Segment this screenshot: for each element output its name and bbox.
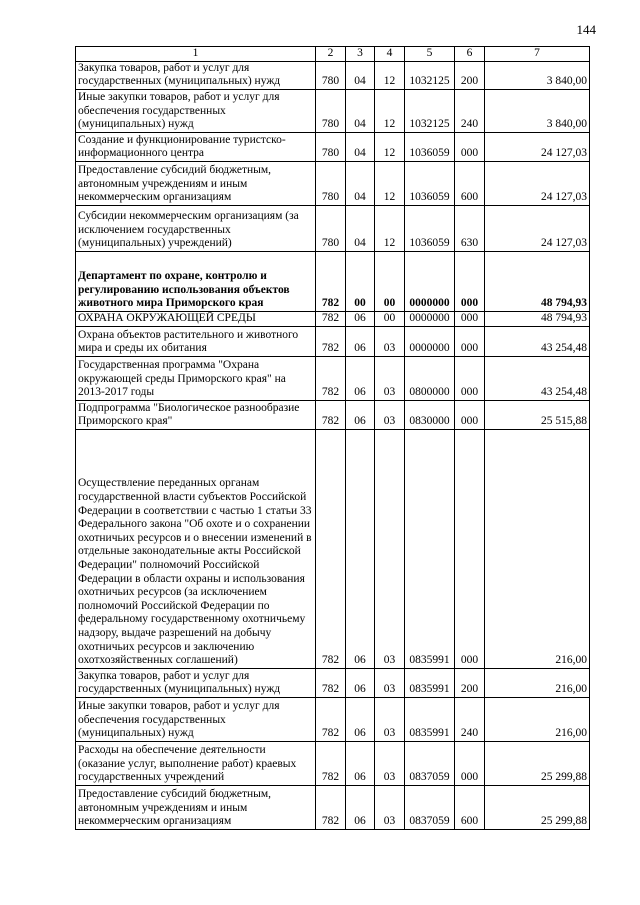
row-section-cell: 04 xyxy=(346,89,375,132)
row-name-cell: Закупка товаров, работ и услуг для государственных (муниципальных) нужд xyxy=(76,668,316,697)
row-section-cell: 06 xyxy=(346,429,375,668)
row-section-cell: 06 xyxy=(346,741,375,785)
row-name-cell: Создание и функционирование туристско-информационного центра xyxy=(76,132,316,161)
table-row xyxy=(76,251,590,311)
row-target-cell: 1032125 xyxy=(405,89,455,132)
row-amount-cell: 25 515,88 xyxy=(485,400,590,429)
table-row xyxy=(76,356,590,400)
row-code-cell: 782 xyxy=(316,429,346,668)
column-header: 2 xyxy=(316,47,346,62)
row-code-cell: 782 xyxy=(316,785,346,829)
row-type-cell: 000 xyxy=(455,326,485,356)
row-type-cell: 000 xyxy=(455,741,485,785)
row-code-cell: 782 xyxy=(316,668,346,697)
column-header: 5 xyxy=(405,47,455,62)
row-name-cell: Иные закупки товаров, работ и услуг для обеспечения государственных (муниципальных) нужд xyxy=(76,89,316,132)
row-name-cell: Подпрограмма "Биологическое разнообразие Приморского края" xyxy=(76,400,316,429)
row-name-cell: Охрана объектов растительного и животного мира и среды их обитания xyxy=(76,326,316,356)
row-target-cell: 0837059 xyxy=(405,741,455,785)
table-row xyxy=(76,161,590,205)
row-target-cell: 0000000 xyxy=(405,251,455,311)
table-row xyxy=(76,785,590,829)
row-amount-cell: 25 299,88 xyxy=(485,785,590,829)
row-target-cell: 0000000 xyxy=(405,311,455,326)
row-code-cell: 782 xyxy=(316,697,346,741)
row-type-cell: 630 xyxy=(455,205,485,251)
row-type-cell: 000 xyxy=(455,400,485,429)
row-name-cell: Расходы на обеспечение деятельности (оказание услуг, выполнение работ) краевых государственных учреждений xyxy=(76,741,316,785)
row-name-cell: Государственная программа "Охрана окружающей среды Приморского края" на 2013-2017 годы xyxy=(76,356,316,400)
row-name-cell: Субсидии некоммерческим организациям (за исключением государственных (муниципальных) учреждений) xyxy=(76,205,316,251)
table-row xyxy=(76,311,590,326)
row-name-cell: Осуществление переданных органам государственной власти субъектов Российской Федерации в соответствии с частью 1 статьи 33 Федерального закона "Об охоте и о сохранении охотничьих ресурсов и о внесении изменений в отдельные законодательные акты Российской Федерации" полномочий Российской Федерации в области охраны и использования охотничьих ресурсов (за исключением полномочий Российской Федерации по федеральному государственному охотничьему надзору, выдаче разрешений на добычу охотничьих ресурсов и заключению охотхозяйственных соглашений) xyxy=(76,429,316,668)
row-type-cell: 600 xyxy=(455,161,485,205)
row-target-cell: 0835991 xyxy=(405,429,455,668)
table-row xyxy=(76,326,590,356)
row-section-cell: 00 xyxy=(346,251,375,311)
row-subsection-cell: 03 xyxy=(375,326,405,356)
row-type-cell: 000 xyxy=(455,429,485,668)
header-row xyxy=(76,47,590,62)
row-code-cell: 782 xyxy=(316,741,346,785)
row-subsection-cell: 03 xyxy=(375,668,405,697)
row-section-cell: 04 xyxy=(346,132,375,161)
row-section-cell: 04 xyxy=(346,161,375,205)
row-name-cell: Предоставление субсидий бюджетным, автономным учреждениям и иным некоммерческим организациям xyxy=(76,785,316,829)
row-target-cell: 1036059 xyxy=(405,161,455,205)
row-amount-cell: 24 127,03 xyxy=(485,161,590,205)
row-subsection-cell: 12 xyxy=(375,132,405,161)
row-target-cell: 1036059 xyxy=(405,205,455,251)
row-section-cell: 06 xyxy=(346,785,375,829)
table-row xyxy=(76,429,590,668)
row-subsection-cell: 03 xyxy=(375,697,405,741)
row-amount-cell: 216,00 xyxy=(485,668,590,697)
row-subsection-cell: 00 xyxy=(375,251,405,311)
row-amount-cell: 3 840,00 xyxy=(485,89,590,132)
row-subsection-cell: 03 xyxy=(375,356,405,400)
row-amount-cell: 43 254,48 xyxy=(485,356,590,400)
column-header: 1 xyxy=(76,47,316,62)
row-amount-cell: 24 127,03 xyxy=(485,132,590,161)
row-name-cell: Закупка товаров, работ и услуг для государственных (муниципальных) нужд xyxy=(76,61,316,89)
table-row xyxy=(76,697,590,741)
row-type-cell: 200 xyxy=(455,61,485,89)
row-code-cell: 782 xyxy=(316,326,346,356)
row-subsection-cell: 03 xyxy=(375,400,405,429)
table-row xyxy=(76,89,590,132)
row-subsection-cell: 03 xyxy=(375,741,405,785)
page-number: 144 xyxy=(576,22,596,37)
row-section-cell: 06 xyxy=(346,311,375,326)
table-row xyxy=(76,205,590,251)
row-target-cell: 1036059 xyxy=(405,132,455,161)
row-section-cell: 06 xyxy=(346,400,375,429)
row-amount-cell: 48 794,93 xyxy=(485,311,590,326)
row-type-cell: 000 xyxy=(455,311,485,326)
row-code-cell: 782 xyxy=(316,311,346,326)
row-target-cell: 0000000 xyxy=(405,326,455,356)
row-code-cell: 782 xyxy=(316,356,346,400)
table-row xyxy=(76,132,590,161)
table-row xyxy=(76,668,590,697)
row-subsection-cell: 12 xyxy=(375,205,405,251)
table-row xyxy=(76,61,590,89)
row-target-cell: 0835991 xyxy=(405,697,455,741)
row-amount-cell: 48 794,93 xyxy=(485,251,590,311)
row-subsection-cell: 00 xyxy=(375,311,405,326)
row-target-cell: 0835991 xyxy=(405,668,455,697)
row-code-cell: 780 xyxy=(316,132,346,161)
row-code-cell: 780 xyxy=(316,89,346,132)
row-subsection-cell: 12 xyxy=(375,61,405,89)
row-type-cell: 240 xyxy=(455,697,485,741)
row-code-cell: 780 xyxy=(316,205,346,251)
row-type-cell: 600 xyxy=(455,785,485,829)
row-type-cell: 200 xyxy=(455,668,485,697)
row-amount-cell: 25 299,88 xyxy=(485,741,590,785)
column-header: 7 xyxy=(485,47,590,62)
table-row xyxy=(76,400,590,429)
row-type-cell: 000 xyxy=(455,132,485,161)
row-subsection-cell: 12 xyxy=(375,89,405,132)
column-header: 6 xyxy=(455,47,485,62)
row-section-cell: 06 xyxy=(346,697,375,741)
row-amount-cell: 43 254,48 xyxy=(485,326,590,356)
row-section-cell: 06 xyxy=(346,668,375,697)
row-type-cell: 000 xyxy=(455,251,485,311)
row-subsection-cell: 03 xyxy=(375,429,405,668)
row-subsection-cell: 12 xyxy=(375,161,405,205)
table-row xyxy=(76,741,590,785)
row-target-cell: 0830000 xyxy=(405,400,455,429)
row-name-cell: Предоставление субсидий бюджетным, автономным учреждениям и иным некоммерческим организациям xyxy=(76,161,316,205)
row-target-cell: 0800000 xyxy=(405,356,455,400)
row-section-cell: 06 xyxy=(346,356,375,400)
row-name-cell: Департамент по охране, контролю и регулированию использования объектов животного мира Приморского края xyxy=(76,251,316,311)
row-code-cell: 782 xyxy=(316,400,346,429)
column-header: 4 xyxy=(375,47,405,62)
row-target-cell: 1032125 xyxy=(405,61,455,89)
row-name-cell: Иные закупки товаров, работ и услуг для обеспечения государственных (муниципальных) нужд xyxy=(76,697,316,741)
row-section-cell: 04 xyxy=(346,61,375,89)
row-amount-cell: 216,00 xyxy=(485,697,590,741)
budget-table xyxy=(75,46,590,830)
row-section-cell: 04 xyxy=(346,205,375,251)
row-target-cell: 0837059 xyxy=(405,785,455,829)
row-type-cell: 240 xyxy=(455,89,485,132)
row-code-cell: 782 xyxy=(316,251,346,311)
row-section-cell: 06 xyxy=(346,326,375,356)
row-name-cell: ОХРАНА ОКРУЖАЮЩЕЙ СРЕДЫ xyxy=(76,311,316,326)
row-amount-cell: 3 840,00 xyxy=(485,61,590,89)
row-code-cell: 780 xyxy=(316,161,346,205)
row-code-cell: 780 xyxy=(316,61,346,89)
row-amount-cell: 24 127,03 xyxy=(485,205,590,251)
row-type-cell: 000 xyxy=(455,356,485,400)
row-subsection-cell: 03 xyxy=(375,785,405,829)
column-header: 3 xyxy=(346,47,375,62)
row-amount-cell: 216,00 xyxy=(485,429,590,668)
